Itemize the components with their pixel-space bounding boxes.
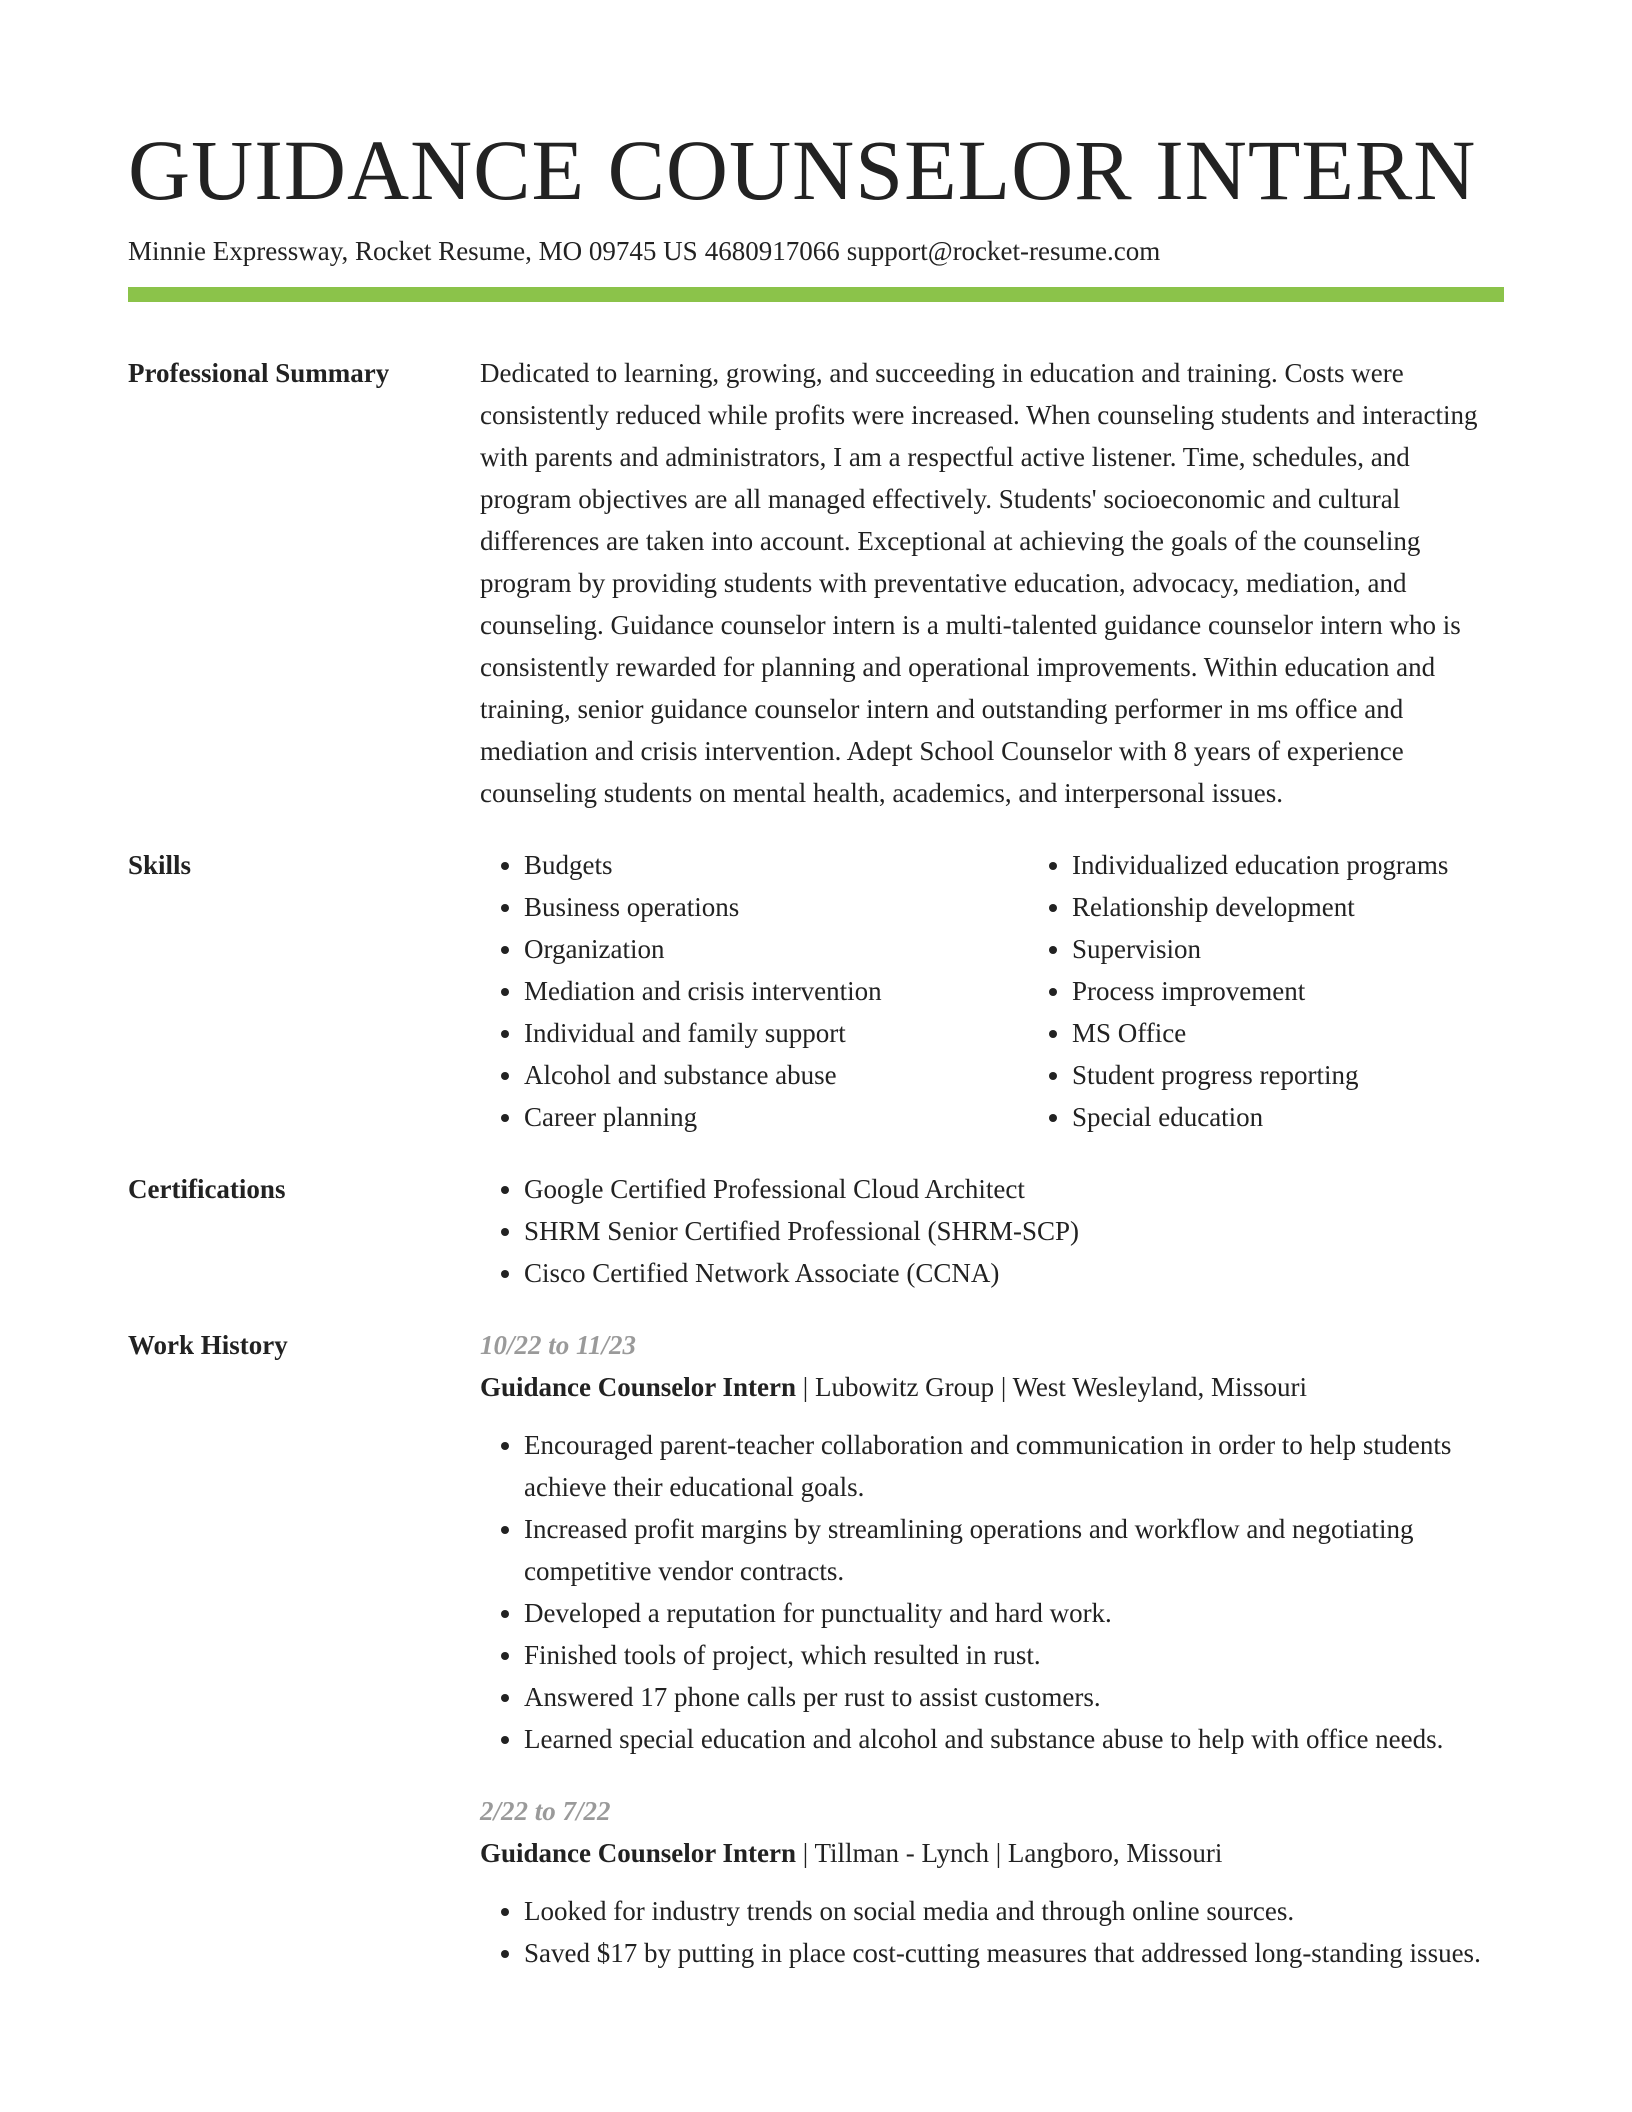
- job-dates: 10/22 to 11/23: [480, 1330, 637, 1360]
- job-dates: 2/22 to 7/22: [480, 1796, 611, 1826]
- job-title: Guidance Counselor Intern: [480, 1838, 797, 1868]
- work-history-label: Work History: [128, 1330, 288, 1360]
- skill-item: • Process improvement: [1072, 970, 1576, 1012]
- contact-line: [128, 234, 1504, 268]
- resume-page: [128, 0, 1504, 1974]
- contact-phone: 4680917066: [704, 236, 840, 266]
- work-history-section: [128, 1294, 1504, 1974]
- job-entry: [480, 1790, 1504, 1974]
- summary-label: Professional Summary: [128, 358, 390, 388]
- skill-item: • Individual and family support: [524, 1012, 1028, 1054]
- skill-item: • Individualized education programs: [1072, 844, 1576, 886]
- job-details: | Lubowitz Group | West Wesleyland, Missouri: [796, 1372, 1307, 1402]
- contact-address: Minnie Expressway, Rocket Resume, MO 09745 US: [128, 236, 698, 266]
- job-bullet: • Looked for industry trends on social media and through online sources.: [524, 1890, 1504, 1932]
- summary-section: [128, 302, 1504, 814]
- skill-item: • Business operations: [524, 886, 1028, 928]
- certifications-label: Certifications: [128, 1174, 286, 1204]
- summary-text: Dedicated to learning, growing, and succeeding in education and training. Costs were consistently reduced while profits were increased. When counseling students and interacting with parents and administrators, I am a respectful active listener. Time, schedules, and program objectives are all managed effectively. Students' socioeconomic and cultural differences are taken into account. Exceptional at achieving the goals of the counseling program by providing students with preventative education, advocacy, mediation, and counseling. Guidance counselor intern is a multi-talented guidance counselor intern who is consistently rewarded for planning and operational improvements. Within education and training, senior guidance counselor intern and outstanding performer in ms office and mediation and crisis intervention. Adept School Counselor with 8 years of experience counseling students on mental health, academics, and interpersonal issues.: [480, 358, 1478, 808]
- certifications-body: [480, 1168, 1504, 1294]
- job-bullet: • Learned special education and alcohol and substance abuse to help with office needs.: [524, 1718, 1504, 1760]
- skill-item: • MS Office: [1072, 1012, 1576, 1054]
- skill-item: • Alcohol and substance abuse: [524, 1054, 1028, 1096]
- skills-list-left: [480, 844, 1028, 1138]
- contact-email: support@rocket-resume.com: [846, 236, 1161, 266]
- header-divider: [128, 287, 1504, 302]
- candidate-name: GUIDANCE COUNSELOR INTERN: [128, 122, 1477, 218]
- skill-item: • Career planning: [524, 1096, 1028, 1138]
- skill-item: • Mediation and crisis intervention: [524, 970, 1028, 1012]
- job-bullet: • Finished tools of project, which resulted in rust.: [524, 1634, 1504, 1676]
- job-heading: [480, 1832, 1504, 1874]
- work-history-body: [480, 1324, 1504, 1974]
- summary-body: [480, 352, 1504, 814]
- job-details: | Tillman - Lynch | Langboro, Missouri: [796, 1838, 1223, 1868]
- job-bullet: • Developed a reputation for punctuality and hard work.: [524, 1592, 1504, 1634]
- skill-item: • Organization: [524, 928, 1028, 970]
- skill-item: • Budgets: [524, 844, 1028, 886]
- job-bullet: • Answered 17 phone calls per rust to assist customers.: [524, 1676, 1504, 1718]
- job-bullets: [480, 1424, 1504, 1760]
- job-bullet: • Encouraged parent-teacher collaboration and communication in order to help students achieve their educational goals.: [524, 1424, 1504, 1508]
- job-heading: [480, 1366, 1504, 1408]
- skills-list-right: [1028, 844, 1576, 1138]
- certifications-section: [128, 1138, 1504, 1294]
- skills-section: [128, 814, 1504, 1138]
- skills-body: [480, 844, 1576, 1138]
- job-title: Guidance Counselor Intern: [480, 1372, 797, 1402]
- certification-item: • Google Certified Professional Cloud Architect: [524, 1168, 1504, 1210]
- skill-item: • Special education: [1072, 1096, 1576, 1138]
- skill-item: • Relationship development: [1072, 886, 1576, 928]
- job-entry: [480, 1324, 1504, 1760]
- certification-item: • Cisco Certified Network Associate (CCNA): [524, 1252, 1504, 1294]
- skills-label: Skills: [128, 850, 192, 880]
- skill-item: • Supervision: [1072, 928, 1576, 970]
- job-bullet: • Increased profit margins by streamlining operations and workflow and negotiating competitive vendor contracts.: [524, 1508, 1504, 1592]
- certifications-list: [480, 1168, 1504, 1294]
- skill-item: • Student progress reporting: [1072, 1054, 1576, 1096]
- job-bullets: [480, 1890, 1504, 1974]
- job-bullet: • Saved $17 by putting in place cost-cutting measures that addressed long-standing issues.: [524, 1932, 1504, 1974]
- certification-item: • SHRM Senior Certified Professional (SHRM-SCP): [524, 1210, 1504, 1252]
